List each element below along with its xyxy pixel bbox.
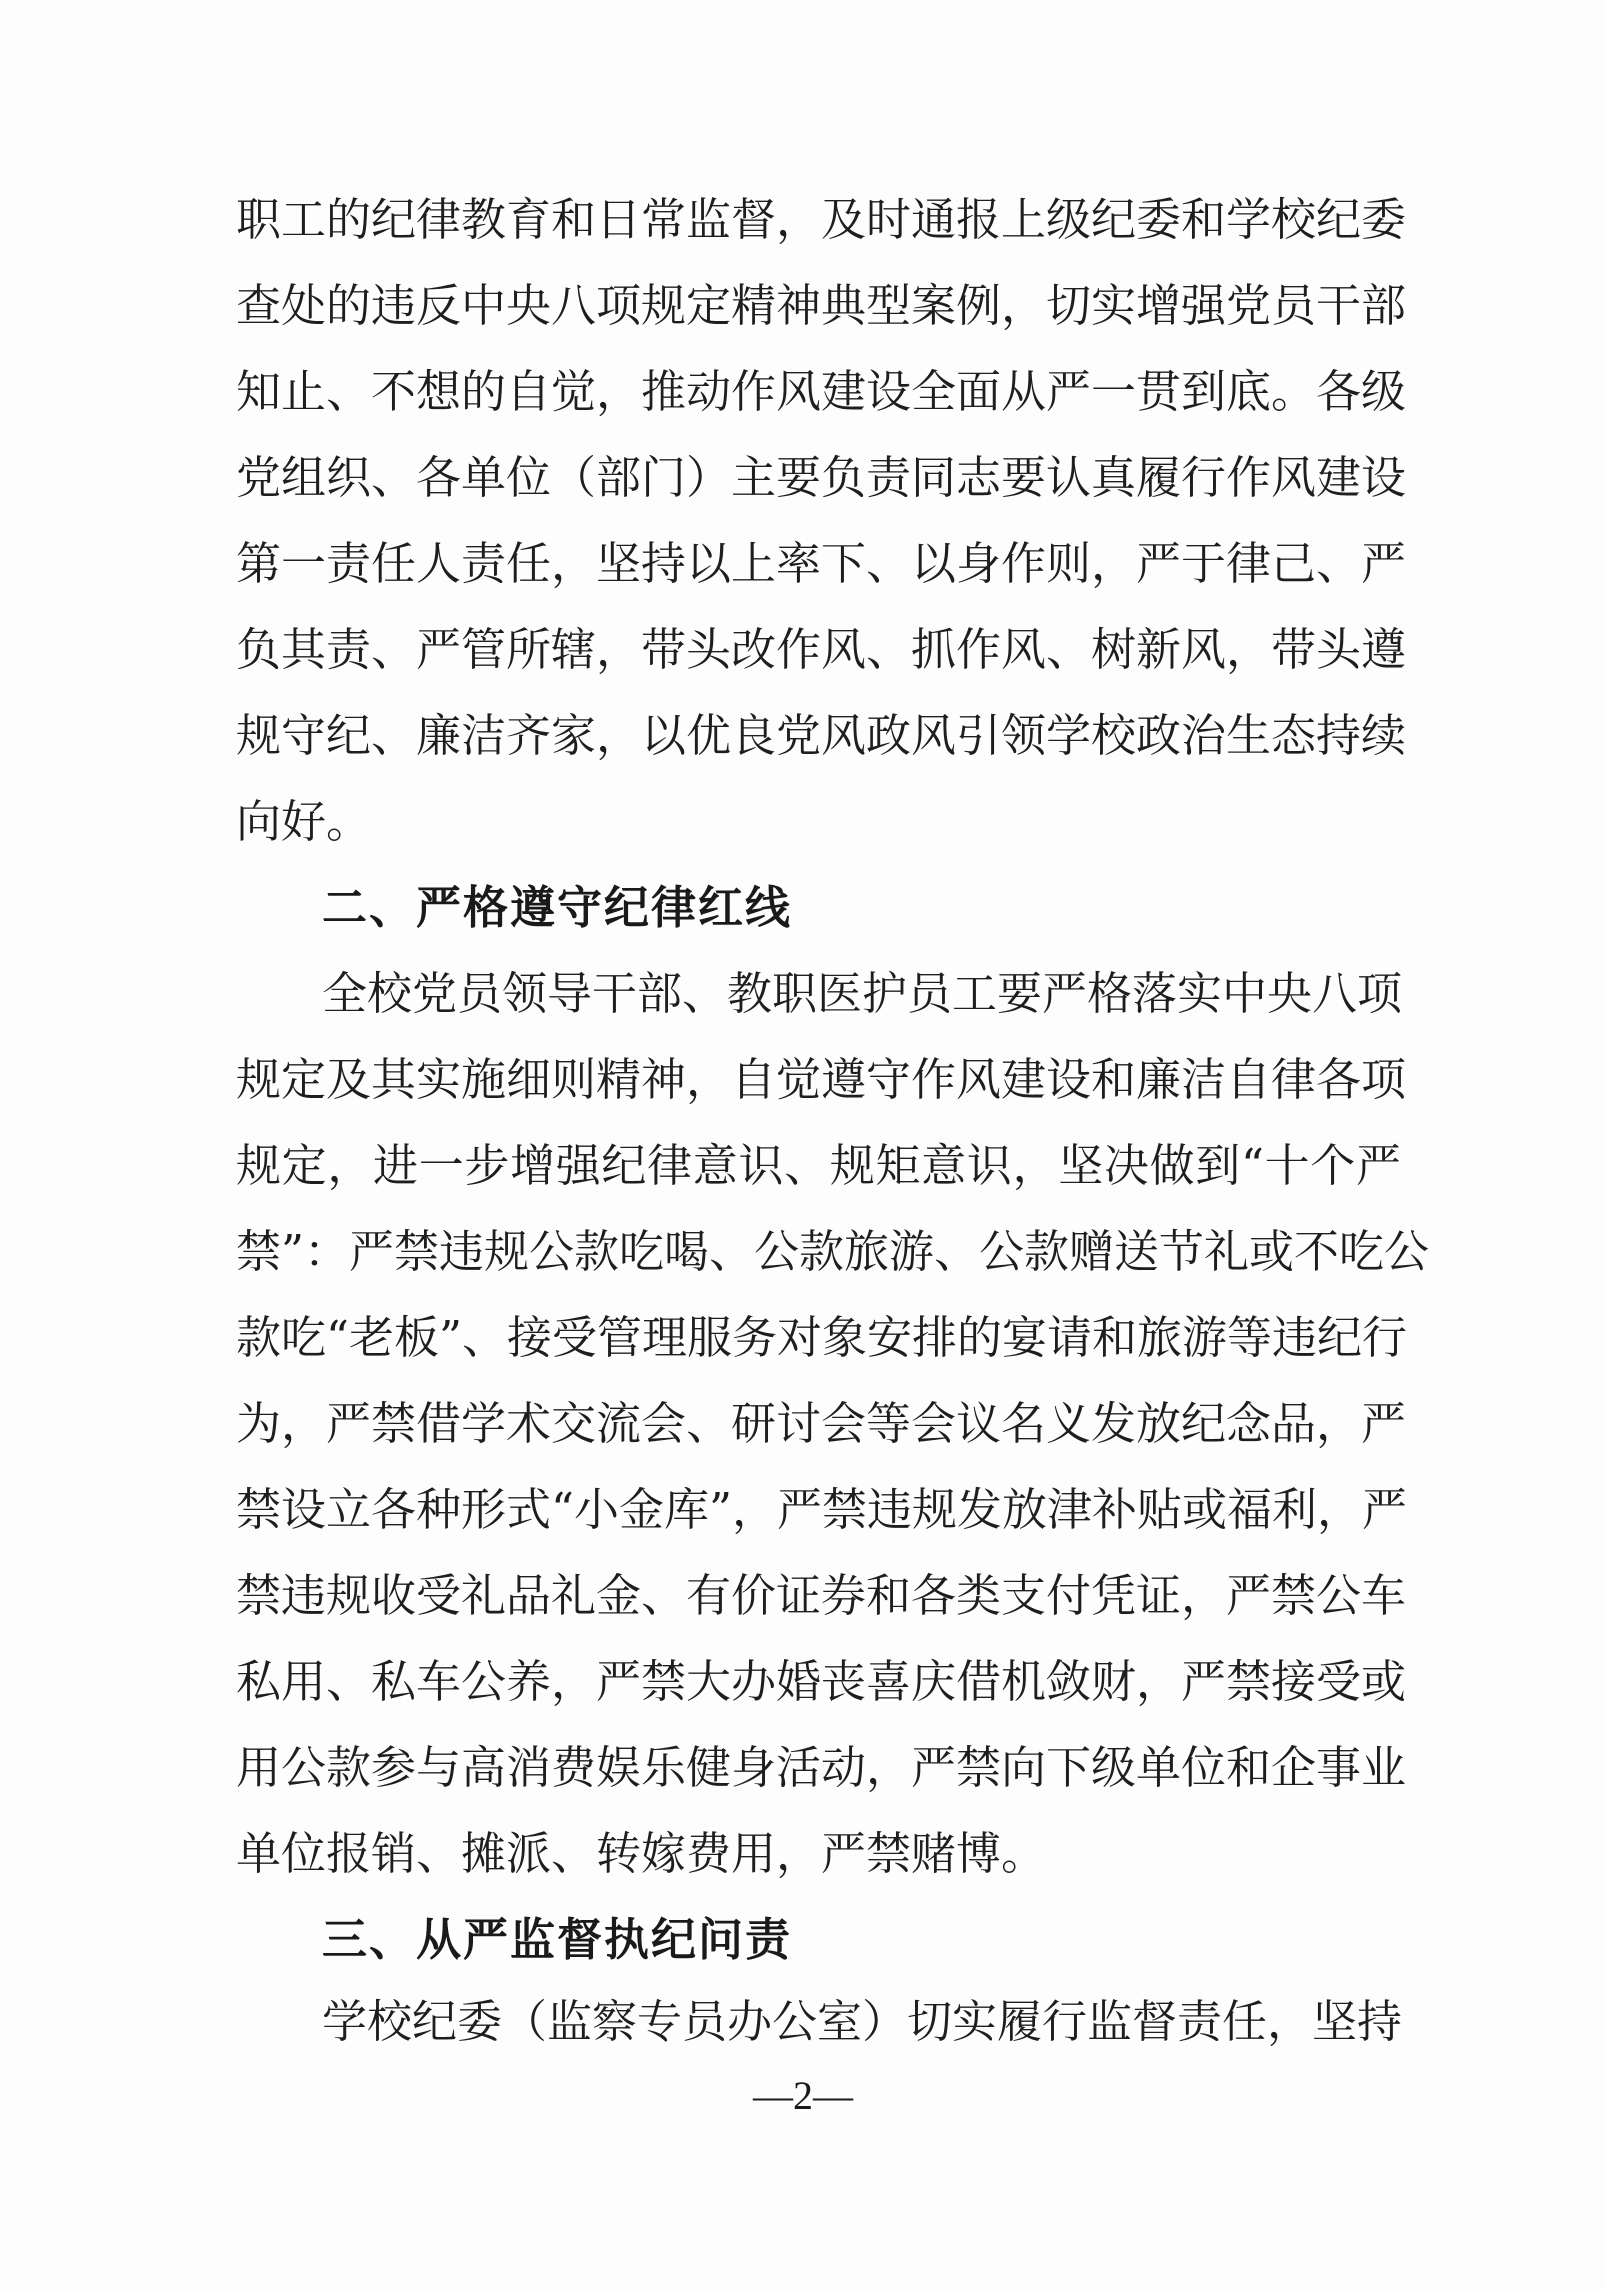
text-line: 党组织、各单位（部门）主要负责同志要认真履行作风建设	[236, 451, 1407, 504]
text-line: 款吃“老板”、接受管理服务对象安排的宴请和旅游等违纪行	[236, 1311, 1408, 1364]
text-line: 私用、私车公养，严禁大办婚丧喜庆借机敛财，严禁接受或	[236, 1655, 1407, 1708]
text-line: 规定及其实施细则精神，自觉遵守作风建设和廉洁自律各项	[236, 1053, 1407, 1106]
text-line: 负其责、严管所辖，带头改作风、抓作风、树新风，带头遵	[236, 623, 1407, 676]
text-line: 第一责任人责任，坚持以上率下、以身作则，严于律己、严	[236, 537, 1407, 590]
text-line: 查处的违反中央八项规定精神典型案例，切实增强党员干部	[236, 279, 1407, 332]
text-line: 为，严禁借学术交流会、研讨会等会议名义发放纪念品，严	[236, 1397, 1407, 1450]
text-line: 禁设立各种形式“小金库”，严禁违规发放津补贴或福利，严	[236, 1483, 1408, 1536]
text-line: 学校纪委（监察专员办公室）切实履行监督责任，坚持	[322, 1995, 1403, 2048]
text-line: 单位报销、摊派、转嫁费用，严禁赌博。	[236, 1827, 1047, 1880]
text-line: 用公款参与高消费娱乐健身活动，严禁向下级单位和企事业	[236, 1741, 1407, 1794]
text-line: 禁”：严禁违规公款吃喝、公款旅游、公款赠送节礼或不吃公	[236, 1225, 1430, 1278]
text-line: 禁违规收受礼品礼金、有价证券和各类支付凭证，严禁公车	[236, 1569, 1407, 1622]
section-heading: 三、从严监督执纪问责	[322, 1913, 793, 1966]
page-number: —2—	[753, 2073, 853, 2118]
text-line: 全校党员领导干部、教职医护员工要严格落实中央八项	[322, 967, 1403, 1020]
section-heading: 二、严格遵守纪律红线	[322, 881, 793, 934]
text-line: 规守纪、廉洁齐家，以优良党风政风引领学校政治生态持续	[236, 709, 1407, 762]
text-line: 职工的纪律教育和日常监督，及时通报上级纪委和学校纪委	[236, 193, 1407, 246]
text-line: 知止、不想的自觉，推动作风建设全面从严一贯到底。各级	[236, 365, 1407, 418]
text-line: 规定，进一步增强纪律意识、规矩意识，坚决做到“十个严	[236, 1139, 1401, 1192]
text-line: 向好。	[236, 795, 372, 848]
